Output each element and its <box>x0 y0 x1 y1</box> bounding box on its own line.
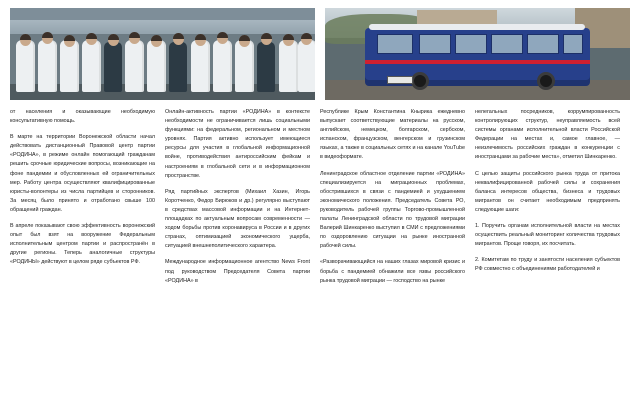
paragraph: Международное информационное агентство News Front под руководством Председателя Совета партии «РОДИНА» в <box>165 259 310 284</box>
bus-wheel <box>537 72 555 90</box>
paragraph: Ряд партийных экспертов (Михаил Хазин, Игорь Коротченко, Федор Бирюков и др.) регулярно выступают в средствах массовой информации и на Интернет-площадках по актуальным вопросам современности — ходом борьбы против коронавируса в России и в других странах, оптимизацией экономического ущерба, ситуацией внешнеполитического характера. <box>165 188 310 250</box>
article-columns <box>10 108 630 400</box>
paragraph: Республике Крым Константина Кнырика ежедневно выпускает соответствующие материалы на русском, английском, немецком, болгарском, сербском, испанском, французском, венгерском и грузинском языках, а также в социальных сетях и на канале YouTube в видеоформате. <box>320 109 465 161</box>
bus-wheel <box>411 72 429 90</box>
person-hair <box>261 33 272 39</box>
bus-roof <box>369 24 585 30</box>
person-hair <box>173 33 184 39</box>
bus-stripe <box>365 60 590 64</box>
person-hair <box>239 35 250 41</box>
person-figure <box>279 40 298 92</box>
person-hair <box>283 34 294 40</box>
paragraph: В марте на территории Воронежской области начал действовать дистанционный Правовой центр партии «РОДИНА», в режиме онлайн помогающий гражданам решить срочные юридические вопросы, возникающие на фоне пандемии и обусловленных ей ограничительных мер. Работу центра осуществляют квалифицированные юристы-волонтеры из числа партийцев и сторонников. За месяц было принято и отработано свыше 100 обращений граждан. <box>10 134 155 213</box>
person-hair <box>301 33 312 39</box>
person-figure <box>60 40 79 92</box>
person-figure <box>298 40 315 92</box>
person-figure <box>147 40 166 92</box>
person-figure <box>125 40 144 92</box>
person-figure <box>38 40 57 92</box>
paragraph: Онлайн-активность партии «РОДИНА» в контексте необходимости не ограничивается лишь социальными функциями: на федеральном, региональном и местном уровнях. Партия активно использует имеющиеся ресурсы для участия в глобальной информационной войне, противодействия антироссийским фейкам и настроениям в глобальной сети и в информационном пространстве. <box>165 109 310 179</box>
group-photo-doctors <box>10 8 315 100</box>
paragraph: Ленинградское областное отделение партии «РОДИНА» специализируется на миграционных проблемах, обострившихся в связи с пандемией и ухудшением экономического положения. Председатель Совета РО, руководитель рабочей группы Торгово-промышленной палаты Ленинградской области по трудовой миграции Валерий Шинкаренко выступил в СМИ с предложениями по оздоровлению ситуации на рынке иностранной рабочей силы. <box>320 170 465 250</box>
paragraph: 2. Комитетам по труду и занятости населения субъектов РФ совместно с объединениями работодателей и <box>475 257 620 273</box>
text-column-1 <box>10 108 155 400</box>
bus-window <box>527 34 559 54</box>
paragraph: В апреле показывают свою эффективность воронежский опыт был взят на вооружение Федеральным исполнительным центром партии и распространён в другие регионы. Теперь аналогичные структуры «РОДИНЫ» действуют в целом ряде субъектов РФ. <box>10 223 155 266</box>
person-figure <box>235 40 254 92</box>
bus-window <box>377 34 413 54</box>
bus-window <box>455 34 487 54</box>
paragraph: нелегальных посредников, коррумпированность контролирующих структур, неуправляемость всей системы органами исполнительной власти Российской Федерации на местах и, самое главное, — неизлечимость российских граждан в конкуренции с иностранцами за рабочие места», отметил Шинкаренко. <box>475 109 620 161</box>
person-figure-dark <box>257 42 275 92</box>
photo-background-wall <box>10 8 315 20</box>
person-hair <box>86 33 97 39</box>
photo-row <box>10 8 630 100</box>
text-column-4 <box>475 108 620 400</box>
person-hair <box>64 35 75 41</box>
bus-window <box>419 34 451 54</box>
text-column-3 <box>320 108 465 400</box>
person-figure <box>191 40 210 92</box>
person-hair <box>20 34 31 40</box>
paragraph: «Разворачивающийся на наших глазах мировой кризис и борьба с пандемией обнажили все язвы российского рынка трудовой миграции — господство на рынке <box>320 259 465 284</box>
blue-bus-photo <box>325 8 630 100</box>
bus-window <box>563 34 583 54</box>
person-hair <box>129 32 140 38</box>
person-figure <box>213 40 232 92</box>
person-figure <box>16 40 35 92</box>
bus-license-plate <box>387 76 413 84</box>
person-hair <box>217 32 228 38</box>
person-figure-dark <box>169 42 187 92</box>
person-hair <box>42 32 53 38</box>
person-figure-dark <box>104 42 122 92</box>
person-hair <box>195 34 206 40</box>
paragraph: от населения и оказывающие необходимую консультативную помощь. <box>10 109 155 125</box>
paragraph: С целью защиты российского рынка труда от притока неквалифицированной рабочей силы и сохранения баланса интересов общества, бизнеса и трудовых мигрантов он считает необходимым предпринять следующие шаги: <box>475 170 620 213</box>
person-hair <box>151 35 162 41</box>
text-column-2 <box>165 108 310 400</box>
bus-window <box>491 34 523 54</box>
paragraph: 1. Поручить органам исполнительной власти на местах осуществить реальный мониторинг количества трудовых мигрантов. Проще говоря, их посчитать. <box>475 223 620 248</box>
person-figure <box>82 40 101 92</box>
person-hair <box>108 34 119 40</box>
